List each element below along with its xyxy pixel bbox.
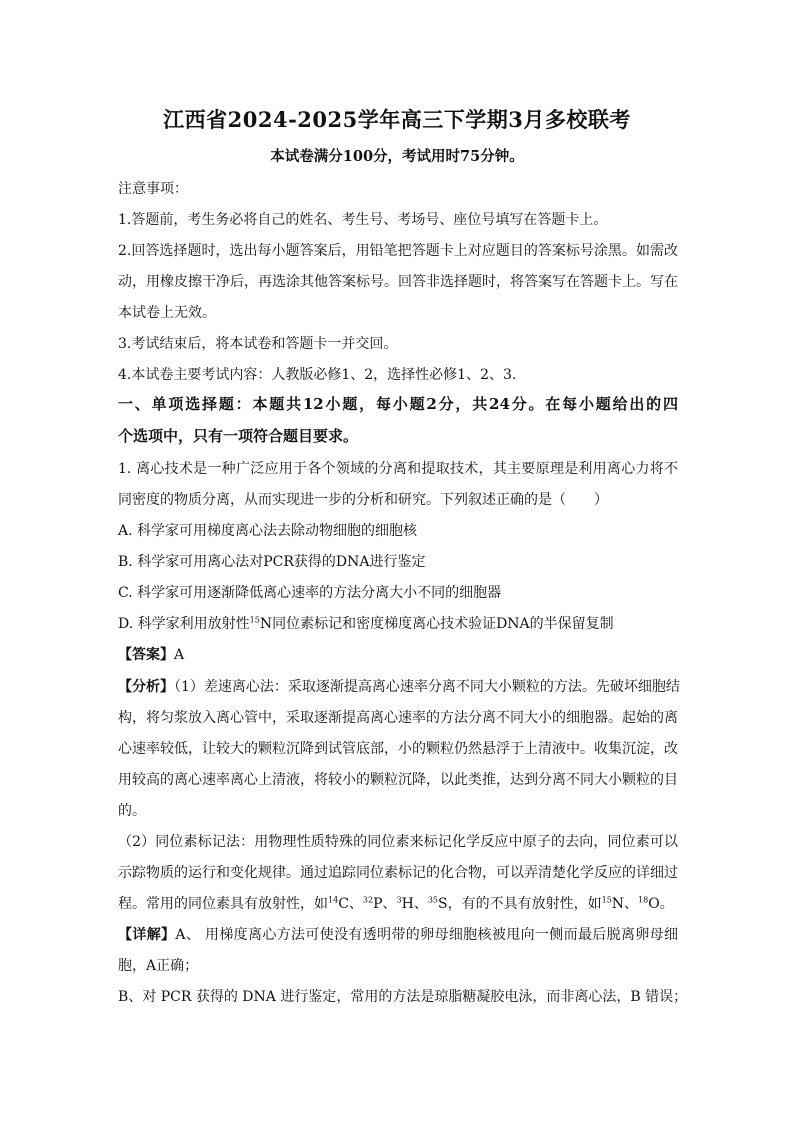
notice-item-4: 4.本试卷主要考试内容：人教版必修1、2，选择性必修1、2、3. [118, 367, 517, 383]
notice-item-2-line-3: 本试卷上无效。 [118, 305, 216, 321]
analysis-line-3: 心速率较低，让较大的颗粒沉降到试管底部，小的颗粒仍然悬浮于上清液中。收集沉淀，改 [118, 741, 678, 757]
detail-line-1 [118, 924, 678, 944]
analysis-line-5: 的。 [118, 803, 146, 819]
option-d-text-start: D. 科学家利用放射性 [118, 616, 250, 632]
isotope-c: C、 [338, 896, 363, 912]
exam-subtitle: 本试卷满分100分，考试用时75分钟。 [270, 148, 524, 165]
isotope-h: H、 [401, 896, 428, 912]
question-1-stem-line-1: 1. 离心技术是一种广泛应用于各个领域的分离和提取技术，其主要原理是利用离心力将不 [118, 461, 678, 477]
isotope-n: N、 [611, 896, 639, 912]
analysis-text-1: （1）差速离心法：采取逐渐提高离心速率分离不同大小颗粒的方法。先破坏细胞结 [174, 679, 680, 695]
notice-item-3: 3.考试结束后，将本试卷和答题卡一并交回。 [118, 336, 398, 352]
isotope-mass-number: 15 [249, 615, 260, 625]
notice-heading: 注意事项： [118, 181, 188, 197]
isotope-s: S，有的不具有放射性，如 [438, 896, 602, 912]
section-heading-line-2: 个选项中，只有一项符合题目要求。 [118, 427, 359, 445]
question-1-option-b: B. 科学家可用离心法对PCR获得的DNA进行鉴定 [118, 554, 426, 570]
answer-value: A [174, 647, 185, 663]
isotope-p-mass: 32 [362, 895, 374, 905]
analysis-label: 【分析】 [118, 679, 174, 695]
question-1-stem-line-2: 同密度的物质分离，从而实现进一步的分析和研究。下列叙述正确的是（ ） [118, 492, 608, 508]
detail-label: 【详解】 [118, 927, 176, 943]
detail-line-2: 胞，A正确； [118, 958, 199, 974]
isotope-o-mass: 18 [638, 895, 649, 905]
option-d-text-end: N同位素标记和密度梯度离心技术验证DNA的半保留复制 [259, 616, 614, 632]
analysis-2-line-1: （2）同位素标记法：用物理性质特殊的同位素来标记化学反应中原子的去向，同位素可以 [118, 834, 678, 850]
isotope-c-mass: 14 [328, 895, 339, 905]
question-1-option-a: A. 科学家可用梯度离心法去除动物细胞的细胞核 [118, 523, 418, 539]
analysis-2-line-3 [118, 893, 678, 913]
notice-item-2-line-2: 动，用橡皮擦干净后，再选涂其他答案标号。回答非选择题时，将答案写在答题卡上。写在 [118, 274, 678, 290]
analysis-line-4: 用较高的离心速率离心上清液，将较小的颗粒沉降，以此类推，达到分离不同大小颗粒的目 [118, 772, 678, 788]
analysis-line-2: 构，将匀浆放入离心管中，采取逐渐提高离心速率的方法分离不同大小的细胞器。起始的离 [118, 710, 678, 726]
section-heading-line-1: 一、单项选择题：本题共12小题，每小题2分，共24分。在每小题给出的四 [118, 395, 678, 413]
analysis-2-line-2: 示踪物质的运行和变化规律。通过追踪同位素标记的化合物，可以弄清楚化学反应的详细过 [118, 865, 678, 881]
analysis-line-1 [118, 676, 678, 696]
answer-label: 【答案】 [118, 647, 174, 663]
answer-line [118, 644, 678, 664]
question-1-option-d [118, 613, 678, 633]
notice-item-1: 1.答题前，考生务必将自己的姓名、考生号、考场号、座位号填写在答题卡上。 [118, 212, 608, 228]
isotope-s-mass: 35 [427, 895, 439, 905]
isotope-intro: 程。常用的同位素具有放射性，如 [118, 896, 328, 912]
isotope-p: P、 [373, 896, 397, 912]
isotope-o: O。 [648, 896, 674, 912]
detail-line-3: B、对 PCR 获得的 DNA 进行鉴定，常用的方法是琼脂糖凝胶电泳，而非离心法，B 错误； [118, 989, 688, 1005]
isotope-n-mass: 15 [601, 895, 612, 905]
detail-text-1: A、 用梯度离心方法可使没有透明带的卵母细胞核被甩向一侧而最后脱离卵母细 [175, 927, 679, 943]
question-1-option-c: C. 科学家可用逐渐降低离心速率的方法分离大小不同的细胞器 [118, 585, 502, 601]
isotope-h-mass: 3 [396, 895, 402, 905]
notice-item-2-line-1: 2.回答选择题时，选出每小题答案后，用铅笔把答题卡上对应题目的答案标号涂黑。如需改 [118, 243, 678, 259]
exam-title: 江西省2024-2025学年高三下学期3月多校联考 [163, 107, 631, 132]
